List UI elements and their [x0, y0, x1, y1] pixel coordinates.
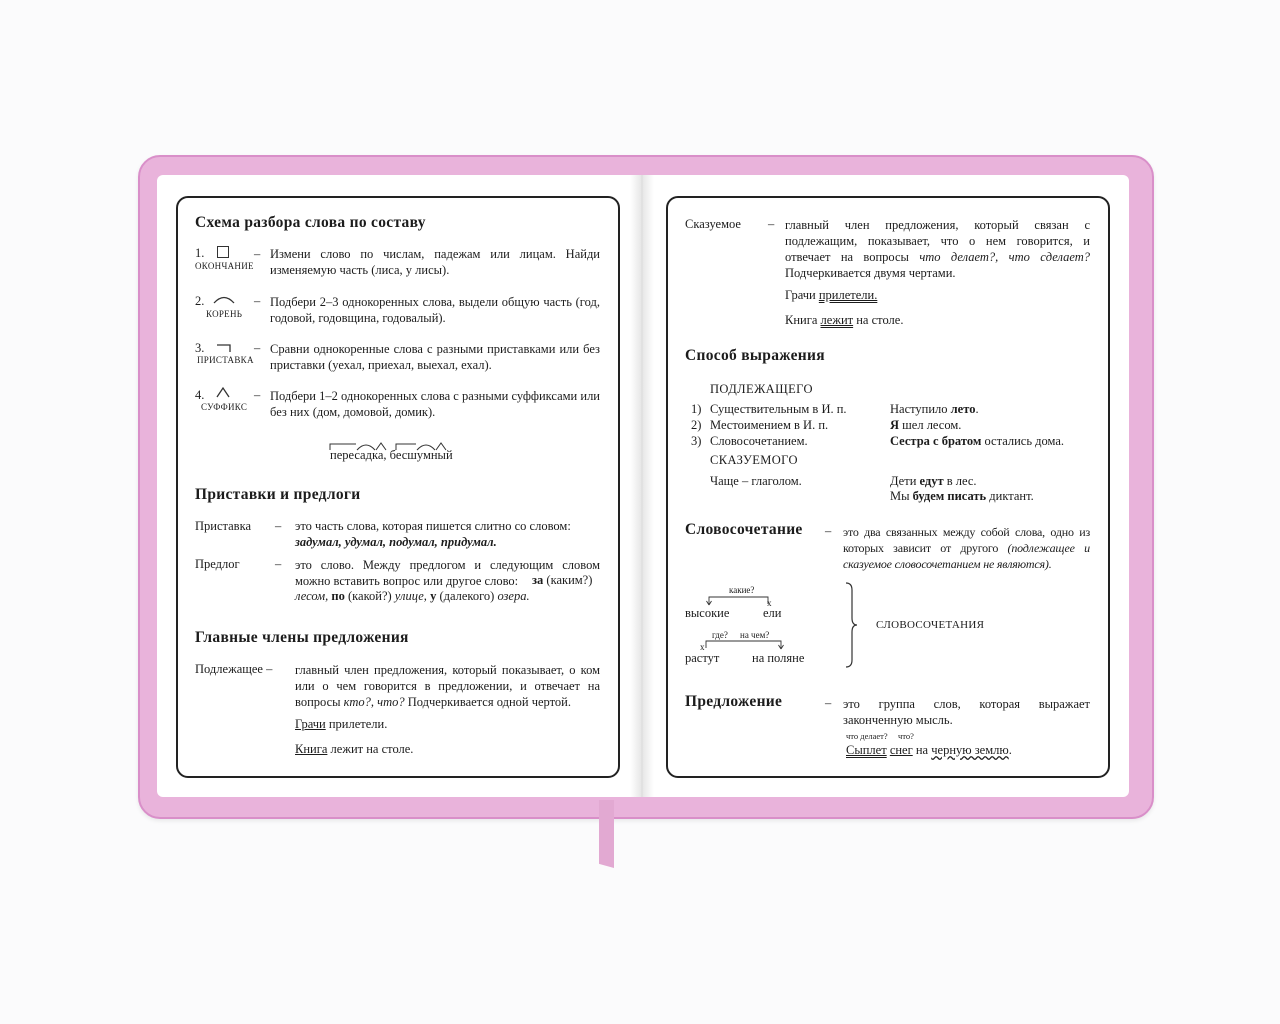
subject-expression-heading: ПОДЛЕЖАЩЕГО	[710, 382, 813, 396]
phrase-1-dependent: высокие	[685, 606, 730, 620]
expression-row-3-num: 3)	[691, 434, 702, 448]
subject-example-2	[295, 742, 413, 758]
predicate-example-1	[785, 288, 877, 304]
expression-row-1-ex-pre: Наступило	[890, 402, 951, 416]
predicate-expression-example-1	[890, 474, 977, 490]
predicate-example-1-subject: Грачи	[785, 288, 816, 302]
phrase-def-note: (подлежащее и сказуемое словосочетанием не являются).	[843, 541, 1090, 571]
phrase-dash: –	[825, 524, 832, 538]
sentence-question-1: что делает?	[846, 731, 888, 741]
phrase-def-text: это два связанных между собой слова, одно из которых зависит от другого	[843, 525, 1090, 555]
scheme-item-1-text: Измени слово по числам, падежам или лицам. Найди изменяемую часть (лиса, у лисы).	[270, 247, 600, 277]
scheme-item-1-label: ОКОНЧАНИЕ	[195, 261, 254, 271]
pred-ex-1-bold: едут	[919, 474, 944, 488]
pred-ex-1-post: в лес.	[943, 474, 977, 488]
predicate-def-questions: что делает?, что сделает?	[919, 250, 1091, 264]
predicate-def-text: главный член предложения, который связан с подлежащим, показывает, что о нем говорится, и отвечает на вопросы	[785, 218, 1090, 264]
scheme-item-4-label: СУФФИКС	[201, 402, 248, 412]
predicate-expression-heading: СКАЗУЕМОГО	[710, 453, 798, 467]
prep-ex-prep-1: за	[532, 573, 544, 587]
curly-brace-icon	[844, 582, 858, 668]
scheme-item-1-num: 1.	[195, 246, 205, 260]
prefix-term: Приставка	[195, 519, 252, 533]
expression-row-2-kind: Местоимением в И. п.	[710, 418, 829, 432]
scheme-title: Схема разбора слова по составу	[195, 214, 426, 231]
sentence-question-2: что?	[898, 731, 914, 741]
scheme-item-4-dash: –	[254, 388, 261, 402]
dependency-arrow-icon	[708, 596, 770, 606]
predicate-expression-kind: Чаще – глаголом.	[710, 474, 802, 488]
sentence-example-period: .	[1008, 743, 1012, 757]
phrase-title: Словосочетание	[685, 521, 803, 538]
prep-ex-word-2: улице,	[394, 589, 427, 603]
predicate-example-2	[785, 313, 903, 329]
scheme-item-2-dash: –	[254, 294, 261, 308]
ending-box-icon	[217, 246, 229, 258]
expression-row-1-ex-post: .	[975, 402, 979, 416]
scheme-item-3-dash: –	[254, 341, 261, 355]
phrase-2-question-1: где?	[712, 630, 728, 640]
scheme-item-2-num: 2.	[195, 294, 205, 308]
expression-row-3-kind: Словосочетанием.	[710, 434, 808, 448]
suffix-caret-icon	[216, 387, 230, 398]
phrase-definition	[843, 524, 1090, 572]
scheme-item-3-text: Сравни однокоренные слова с разными приставками или без приставки (уехал, приехал, выехал, ехал).	[270, 342, 600, 372]
prep-ex-word-1: лесом,	[295, 589, 329, 603]
pred-ex-2-pre: Мы	[890, 489, 913, 503]
subject-def-text: главный член предложения, который показывает, о ком или о чем говорится в предложении, и отвечает на вопросы	[295, 663, 600, 709]
page-gutter	[630, 175, 654, 797]
phrase-1-head-mark: x	[767, 598, 772, 608]
phrases-label: СЛОВОСОЧЕТАНИЯ	[876, 619, 985, 631]
phrase-1-question: какие?	[729, 585, 755, 595]
expression-row-3-ex-bold: Сестра с братом	[890, 434, 982, 448]
predicate-term: Сказуемое	[685, 217, 741, 231]
expression-row-2-num: 2)	[691, 418, 702, 432]
predicate-dash: –	[768, 217, 775, 231]
predicate-example-2-predicate: лежит	[820, 313, 854, 327]
morpheme-example: пересадка, бесшумный	[330, 448, 453, 462]
expression-row-1-ex-bold: лето	[950, 402, 976, 416]
subject-example-2-subject: Книга	[295, 742, 328, 756]
sentence-example-subject: снег	[889, 743, 913, 757]
preposition-term: Предлог	[195, 557, 240, 571]
ribbon-bookmark[interactable]	[599, 800, 614, 868]
prefix-dash: –	[275, 519, 282, 533]
preposition-dash: –	[275, 557, 282, 571]
predicate-example-2-rest: на столе.	[856, 313, 904, 327]
pred-ex-2-post: диктант.	[986, 489, 1034, 503]
sentence-example	[846, 743, 1012, 759]
scheme-item-3-num: 3.	[195, 341, 205, 355]
subject-def-underline-note: Подчеркивается одной чертой.	[407, 695, 571, 709]
prefix-corner-icon	[216, 343, 232, 353]
prep-ex-q-2: (какой?)	[347, 589, 392, 603]
expression-row-3-example	[890, 434, 1064, 450]
pred-ex-1-pre: Дети	[890, 474, 920, 488]
predicate-expression-example-2	[890, 489, 1034, 505]
expression-row-2-example	[890, 418, 961, 434]
scheme-item-4-num: 4.	[195, 388, 205, 402]
scheme-item-1-dash: –	[254, 247, 261, 261]
prefix-examples: задумал, удумал, подумал, придумал.	[295, 535, 497, 549]
prep-ex-q-1: (каким?)	[546, 573, 593, 587]
dependency-arrow-icon-2	[705, 640, 785, 650]
prep-ex-prep-3: у	[430, 589, 437, 603]
sentence-example-predicate: Сыплет	[846, 743, 887, 757]
expression-row-3-ex-post: остались дома.	[981, 434, 1065, 448]
subject-example-1-subject: Грачи	[295, 717, 326, 731]
root-arc-icon	[213, 294, 235, 304]
subject-term: Подлежащее –	[195, 662, 273, 676]
preposition-first-example	[532, 573, 592, 589]
expression-row-1-kind: Существительным в И. п.	[710, 402, 847, 416]
subject-definition	[295, 662, 600, 710]
predicate-def-underline-note: Подчеркивается двумя чертами.	[785, 266, 956, 280]
predicate-example-1-predicate: прилетели.	[818, 288, 878, 302]
prefixes-title: Приставки и предлоги	[195, 486, 361, 503]
preposition-definition: это слово. Между предлогом и следующим словом можно вставить вопрос или другое слово:	[295, 558, 600, 588]
subject-example-1	[295, 717, 387, 733]
phrase-2-head: растут	[685, 651, 720, 665]
subject-example-2-rest: лежит на столе.	[330, 742, 414, 756]
expression-row-2-ex-post: шел лесом.	[899, 418, 962, 432]
phrase-2-dependent: на поляне	[752, 651, 805, 665]
subject-def-questions: кто?, что?	[343, 695, 405, 709]
scheme-item-2-label: КОРЕНЬ	[206, 309, 243, 319]
phrase-2-head-mark: x	[700, 642, 705, 652]
sentence-example-preposition: на	[915, 743, 929, 757]
prep-ex-q-3: (далекого)	[439, 589, 495, 603]
pred-ex-2-bold: будем писать	[912, 489, 987, 503]
prep-ex-prep-2: по	[331, 589, 345, 603]
scheme-item-4-text: Подбери 1–2 однокоренных слова с разными суффиксами или без них (дом, домовой, домик).	[270, 389, 600, 419]
scheme-item-2-text: Подбери 2–3 однокоренных слова, выдели общую часть (год, годовой, годовщина, годовалый).	[270, 295, 600, 325]
sentence-title: Предложение	[685, 693, 783, 710]
expression-row-1-example	[890, 402, 979, 418]
preposition-examples	[295, 589, 530, 605]
phrase-1-head: ели	[763, 606, 782, 620]
expression-title: Способ выражения	[685, 347, 825, 364]
prep-ex-word-3: озера.	[497, 589, 530, 603]
phrase-2-question-2: на чем?	[740, 630, 770, 640]
scheme-item-3-label: ПРИСТАВКА	[197, 355, 254, 365]
main-parts-title: Главные члены предложения	[195, 629, 409, 646]
subject-example-1-rest: прилетели.	[328, 717, 388, 731]
predicate-definition	[785, 217, 1090, 281]
predicate-example-2-subject: Книга	[785, 313, 818, 327]
sentence-example-definition: черную землю	[931, 743, 1009, 757]
expression-row-1-num: 1)	[691, 402, 702, 416]
expression-row-2-ex-bold: Я	[890, 418, 900, 432]
sentence-dash: –	[825, 696, 832, 710]
sentence-definition: это группа слов, которая выражает законченную мысль.	[843, 697, 1090, 727]
prefix-definition: это часть слова, которая пишется слитно со словом:	[295, 519, 571, 533]
